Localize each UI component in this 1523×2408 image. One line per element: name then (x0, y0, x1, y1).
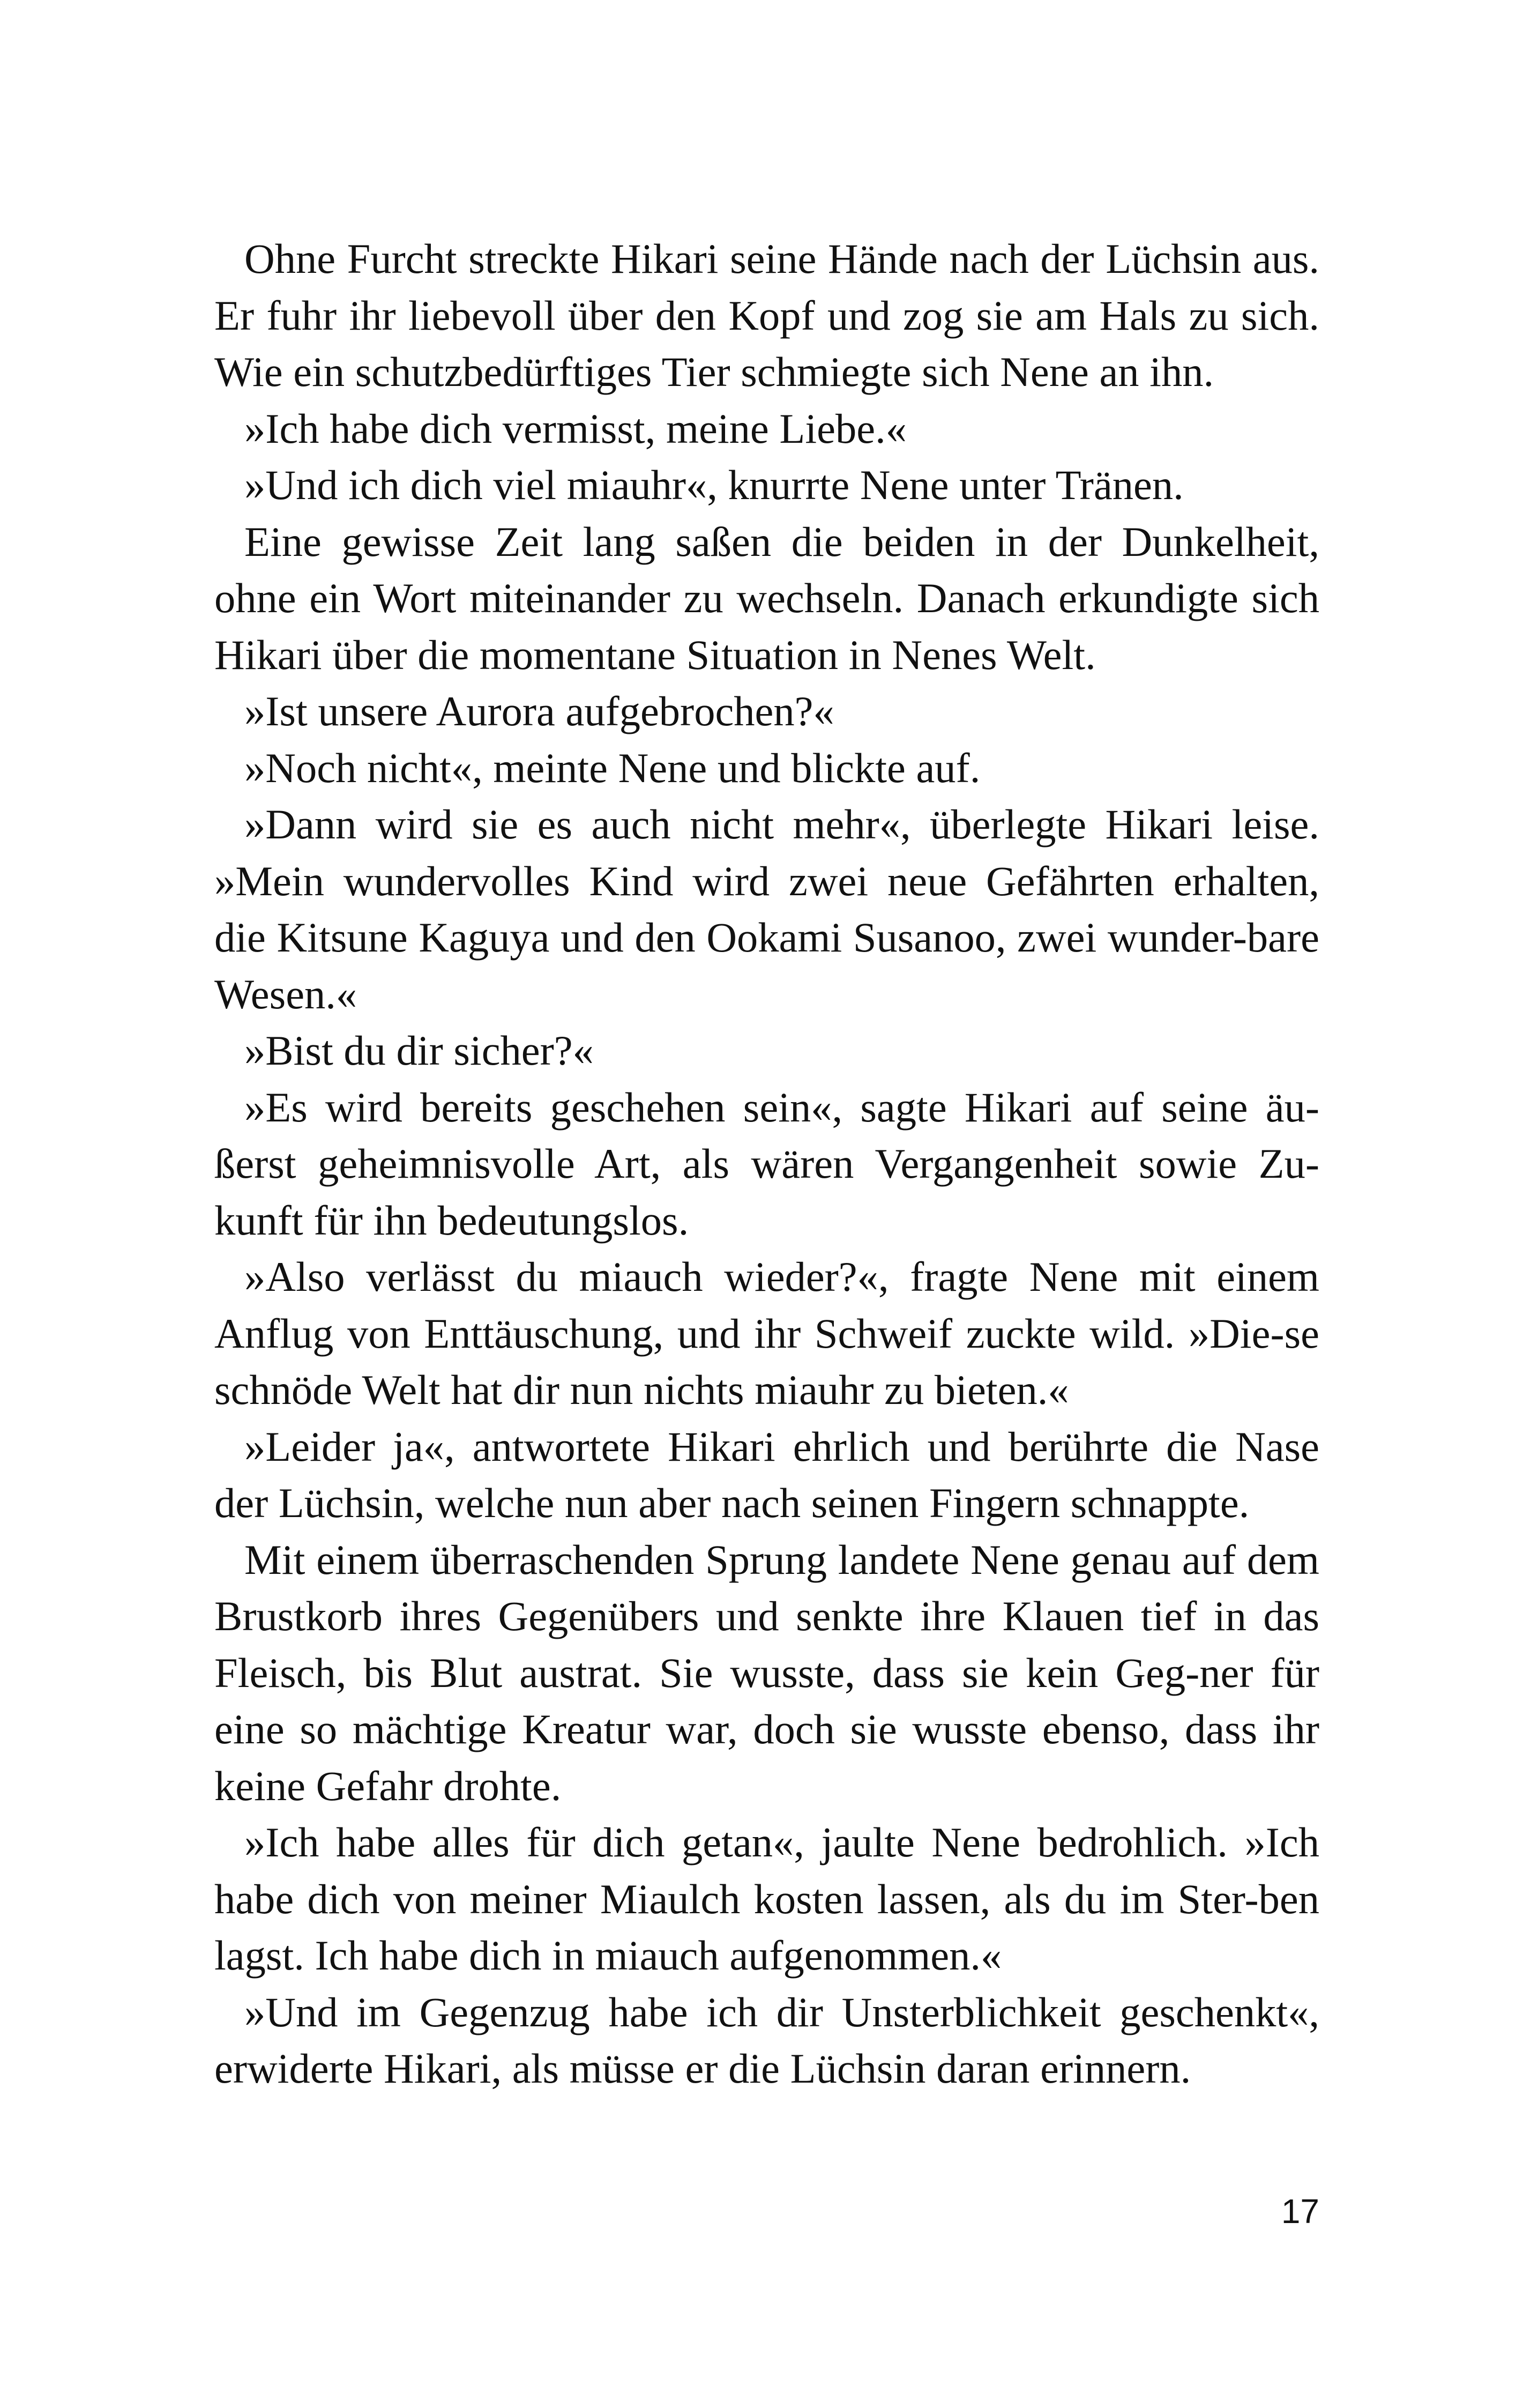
paragraph: »Ich habe dich vermisst, meine Liebe.« (244, 405, 907, 452)
paragraph: »Und ich dich viel miauhr«, knurrte Nene unter Tränen. (244, 462, 1184, 508)
paragraph: »Ich habe alles für dich getan«, jaulte Nene bedrohlich. »Ich habe dich von meiner Miaulch kosten lassen, als du im Ster-ben lagst. Ich habe dich in miauch aufgenommen.« (214, 1819, 1319, 1979)
paragraph: »Und im Gegenzug habe ich dir Unsterblichkeit geschenkt«, erwiderte Hikari, als müsse er die Lüchsin daran erinnern. (214, 1988, 1319, 2092)
paragraph: Mit einem überraschenden Sprung landete Nene genau auf dem Brustkorb ihres Gegenübers und senkte ihre Klauen tief in das Fleisch, bis Blut austrat. Sie wusste, dass sie kein Geg-ner für eine so mächtige Kreatur war, doch sie wusste ebenso, dass ihr keine Gefahr drohte. (214, 1536, 1319, 1809)
body-text (214, 231, 1319, 2097)
paragraph: »Dann wird sie es auch nicht mehr«, überlegte Hikari leise. »Mein wundervolles Kind wird zwei neue Gefährten erhalten, die Kitsune Kaguya und den Ookami Susanoo, zwei wunder-bare Wesen.« (214, 801, 1319, 1017)
paragraph: »Leider ja«, antwortete Hikari ehrlich und berührte die Nase der Lüchsin, welche nun aber nach seinen Fingern schnappte. (214, 1423, 1319, 1526)
paragraph: Ohne Furcht streckte Hikari seine Hände nach der Lüchsin aus. Er fuhr ihr liebevoll über den Kopf und zog sie am Hals zu sich. Wie ein schutzbedürftiges Tier schmiegte sich Nene an ihn. (214, 235, 1319, 395)
paragraph: »Bist du dir sicher?« (244, 1027, 594, 1074)
paragraph: »Also verlässt du miauch wieder?«, fragte Nene mit einem Anflug von Enttäuschung, und ihr Schweif zuckte wild. »Die-se schnöde Welt hat dir nun nichts miauhr zu bieten.« (214, 1253, 1319, 1413)
paragraph: Eine gewisse Zeit lang saßen die beiden in der Dunkelheit, ohne ein Wort miteinander zu wechseln. Danach erkundigte sich Hikari über die momentane Situation in Nenes Welt. (214, 518, 1319, 678)
page-number: 17 (1281, 2192, 1319, 2231)
paragraph: »Es wird bereits geschehen sein«, sagte Hikari auf seine äu-ßerst geheimnisvolle Art, als wären Vergangenheit sowie Zu-kunft für ihn bedeutungslos. (214, 1083, 1319, 1244)
paragraph: »Noch nicht«, meinte Nene und blickte auf. (244, 744, 981, 791)
paragraph: »Ist unsere Aurora aufgebrochen?« (244, 688, 834, 734)
